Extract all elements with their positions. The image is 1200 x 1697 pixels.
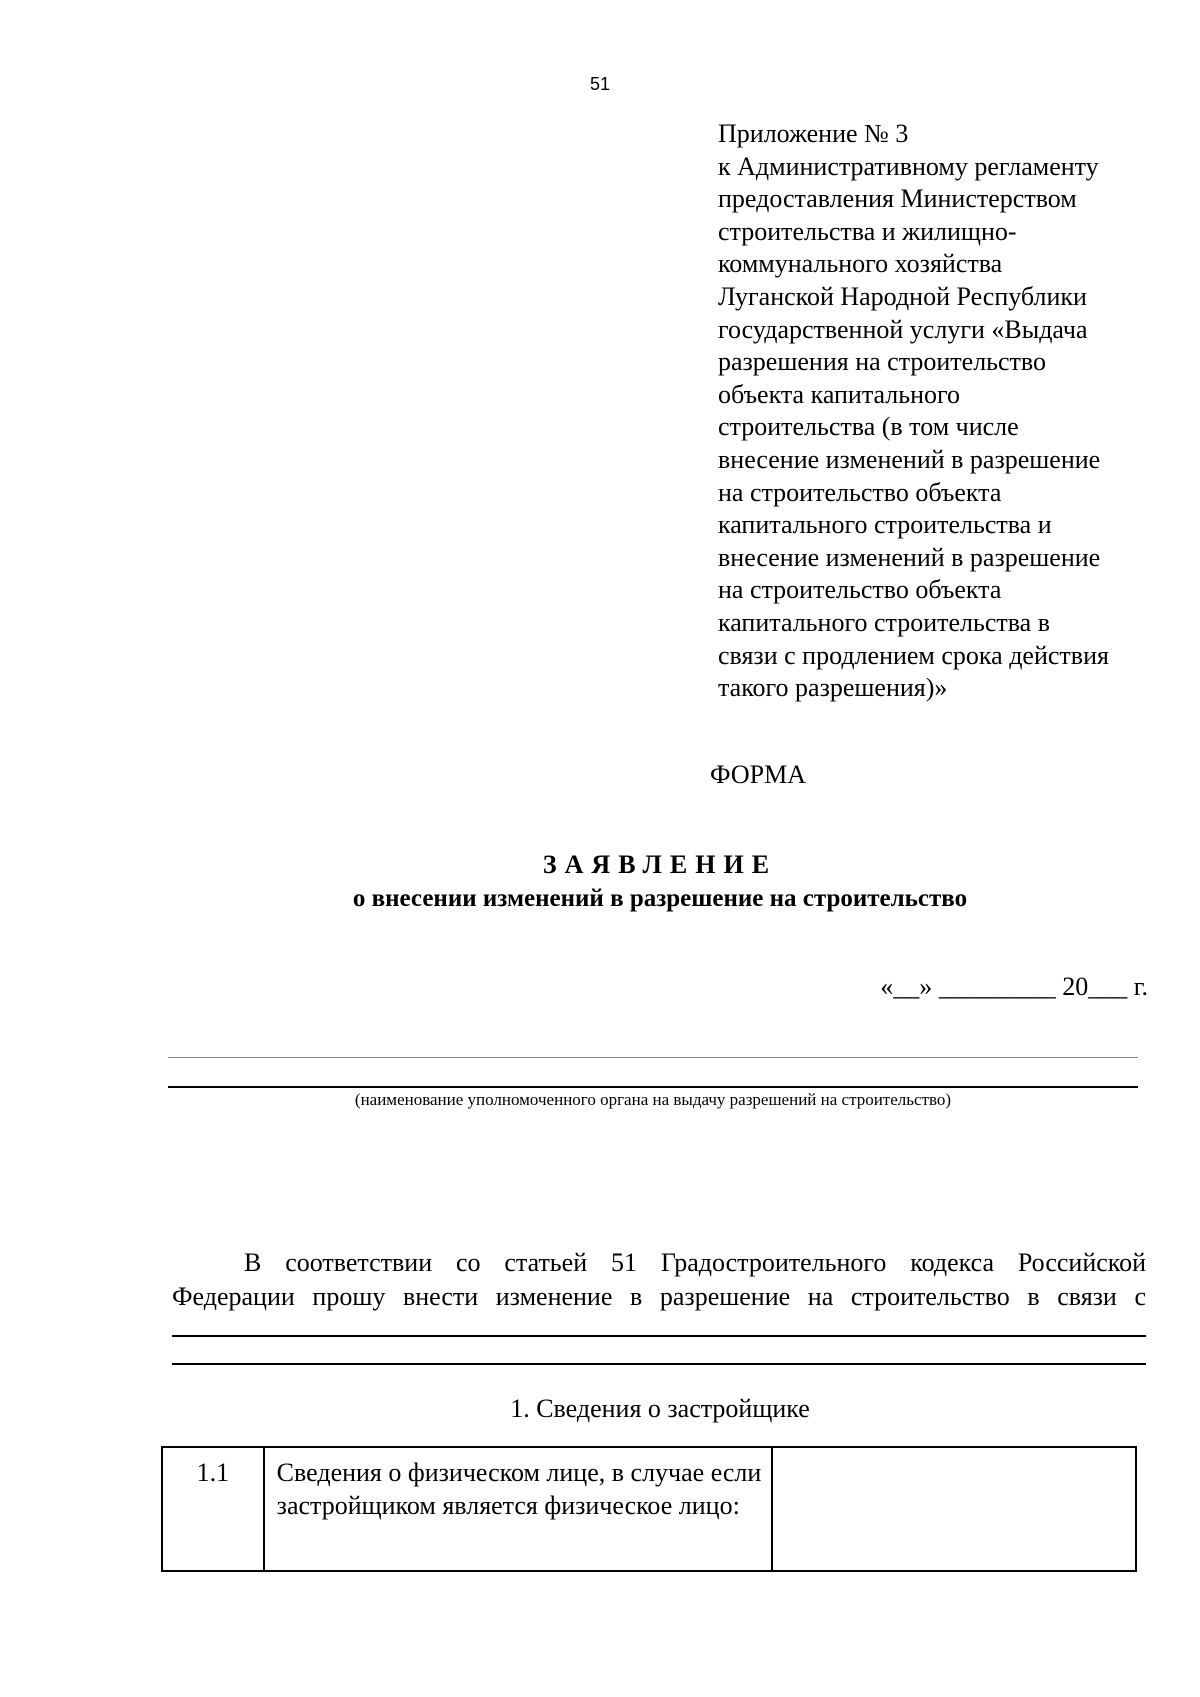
- appendix-line: строительства и жилищно-: [718, 216, 1017, 246]
- appendix-line: на строительство объекта: [718, 477, 1002, 507]
- section-heading: 1. Сведения о застройщике: [510, 1394, 810, 1423]
- appendix-line: предоставления Министерством: [718, 184, 1077, 214]
- form-label: ФОРМА: [710, 760, 806, 789]
- appendix-block: [718, 118, 1158, 705]
- developer-info-table: [161, 1446, 1137, 1572]
- appendix-line: к Административному регламенту: [718, 151, 1099, 181]
- reason-line-2[interactable]: [172, 1363, 1146, 1365]
- document-title: ЗАЯВЛЕНИЕ: [542, 850, 778, 879]
- appendix-line: строительства (в том числе: [718, 412, 1019, 442]
- request-line-1: В соответствии со статьей 51 Градостроительного кодекса Российской: [244, 1248, 1146, 1277]
- appendix-line: капитального строительства и: [718, 510, 1052, 540]
- appendix-line: внесение изменений в разрешение: [718, 542, 1101, 572]
- reason-line-1[interactable]: [172, 1335, 1146, 1337]
- row-number: 1.1: [162, 1447, 264, 1571]
- appendix-line: внесение изменений в разрешение: [718, 444, 1101, 474]
- authority-caption: (наименование уполномоченного органа на выдачу разрешений на строительство): [354, 1090, 952, 1109]
- appendix-line: капитального строительства в: [718, 607, 1050, 637]
- date-field[interactable]: «__» _________ 20___ г.: [880, 972, 1148, 1001]
- appendix-line: связи с продлением срока действия: [718, 640, 1109, 670]
- appendix-line: Приложение № 3: [718, 119, 909, 148]
- request-line-2: Федерации прошу внести изменение в разрешение на строительство в связи с: [172, 1282, 1146, 1311]
- row-value-cell[interactable]: [772, 1447, 1136, 1571]
- row-description: Сведения о физическом лице, в случае если застройщиком является физическое лицо:: [264, 1447, 773, 1571]
- appendix-line: государственной услуги «Выдача: [718, 314, 1088, 344]
- appendix-line: коммунального хозяйства: [718, 249, 1003, 279]
- request-paragraph: [172, 1246, 1146, 1314]
- appendix-line: Луганской Народной Республики: [718, 281, 1087, 311]
- appendix-line: на строительство объекта: [718, 575, 1002, 605]
- page-number: 51: [589, 74, 611, 94]
- appendix-line: разрешения на строительство: [718, 347, 1047, 377]
- document-subtitle: о внесении изменений в разрешение на строительство: [352, 885, 968, 912]
- authority-name-line-1[interactable]: [168, 1057, 1138, 1058]
- authority-name-line-2[interactable]: [168, 1086, 1138, 1088]
- appendix-line: такого разрешения)»: [718, 673, 948, 703]
- table-row: [162, 1447, 1136, 1571]
- appendix-line: объекта капитального: [718, 379, 961, 409]
